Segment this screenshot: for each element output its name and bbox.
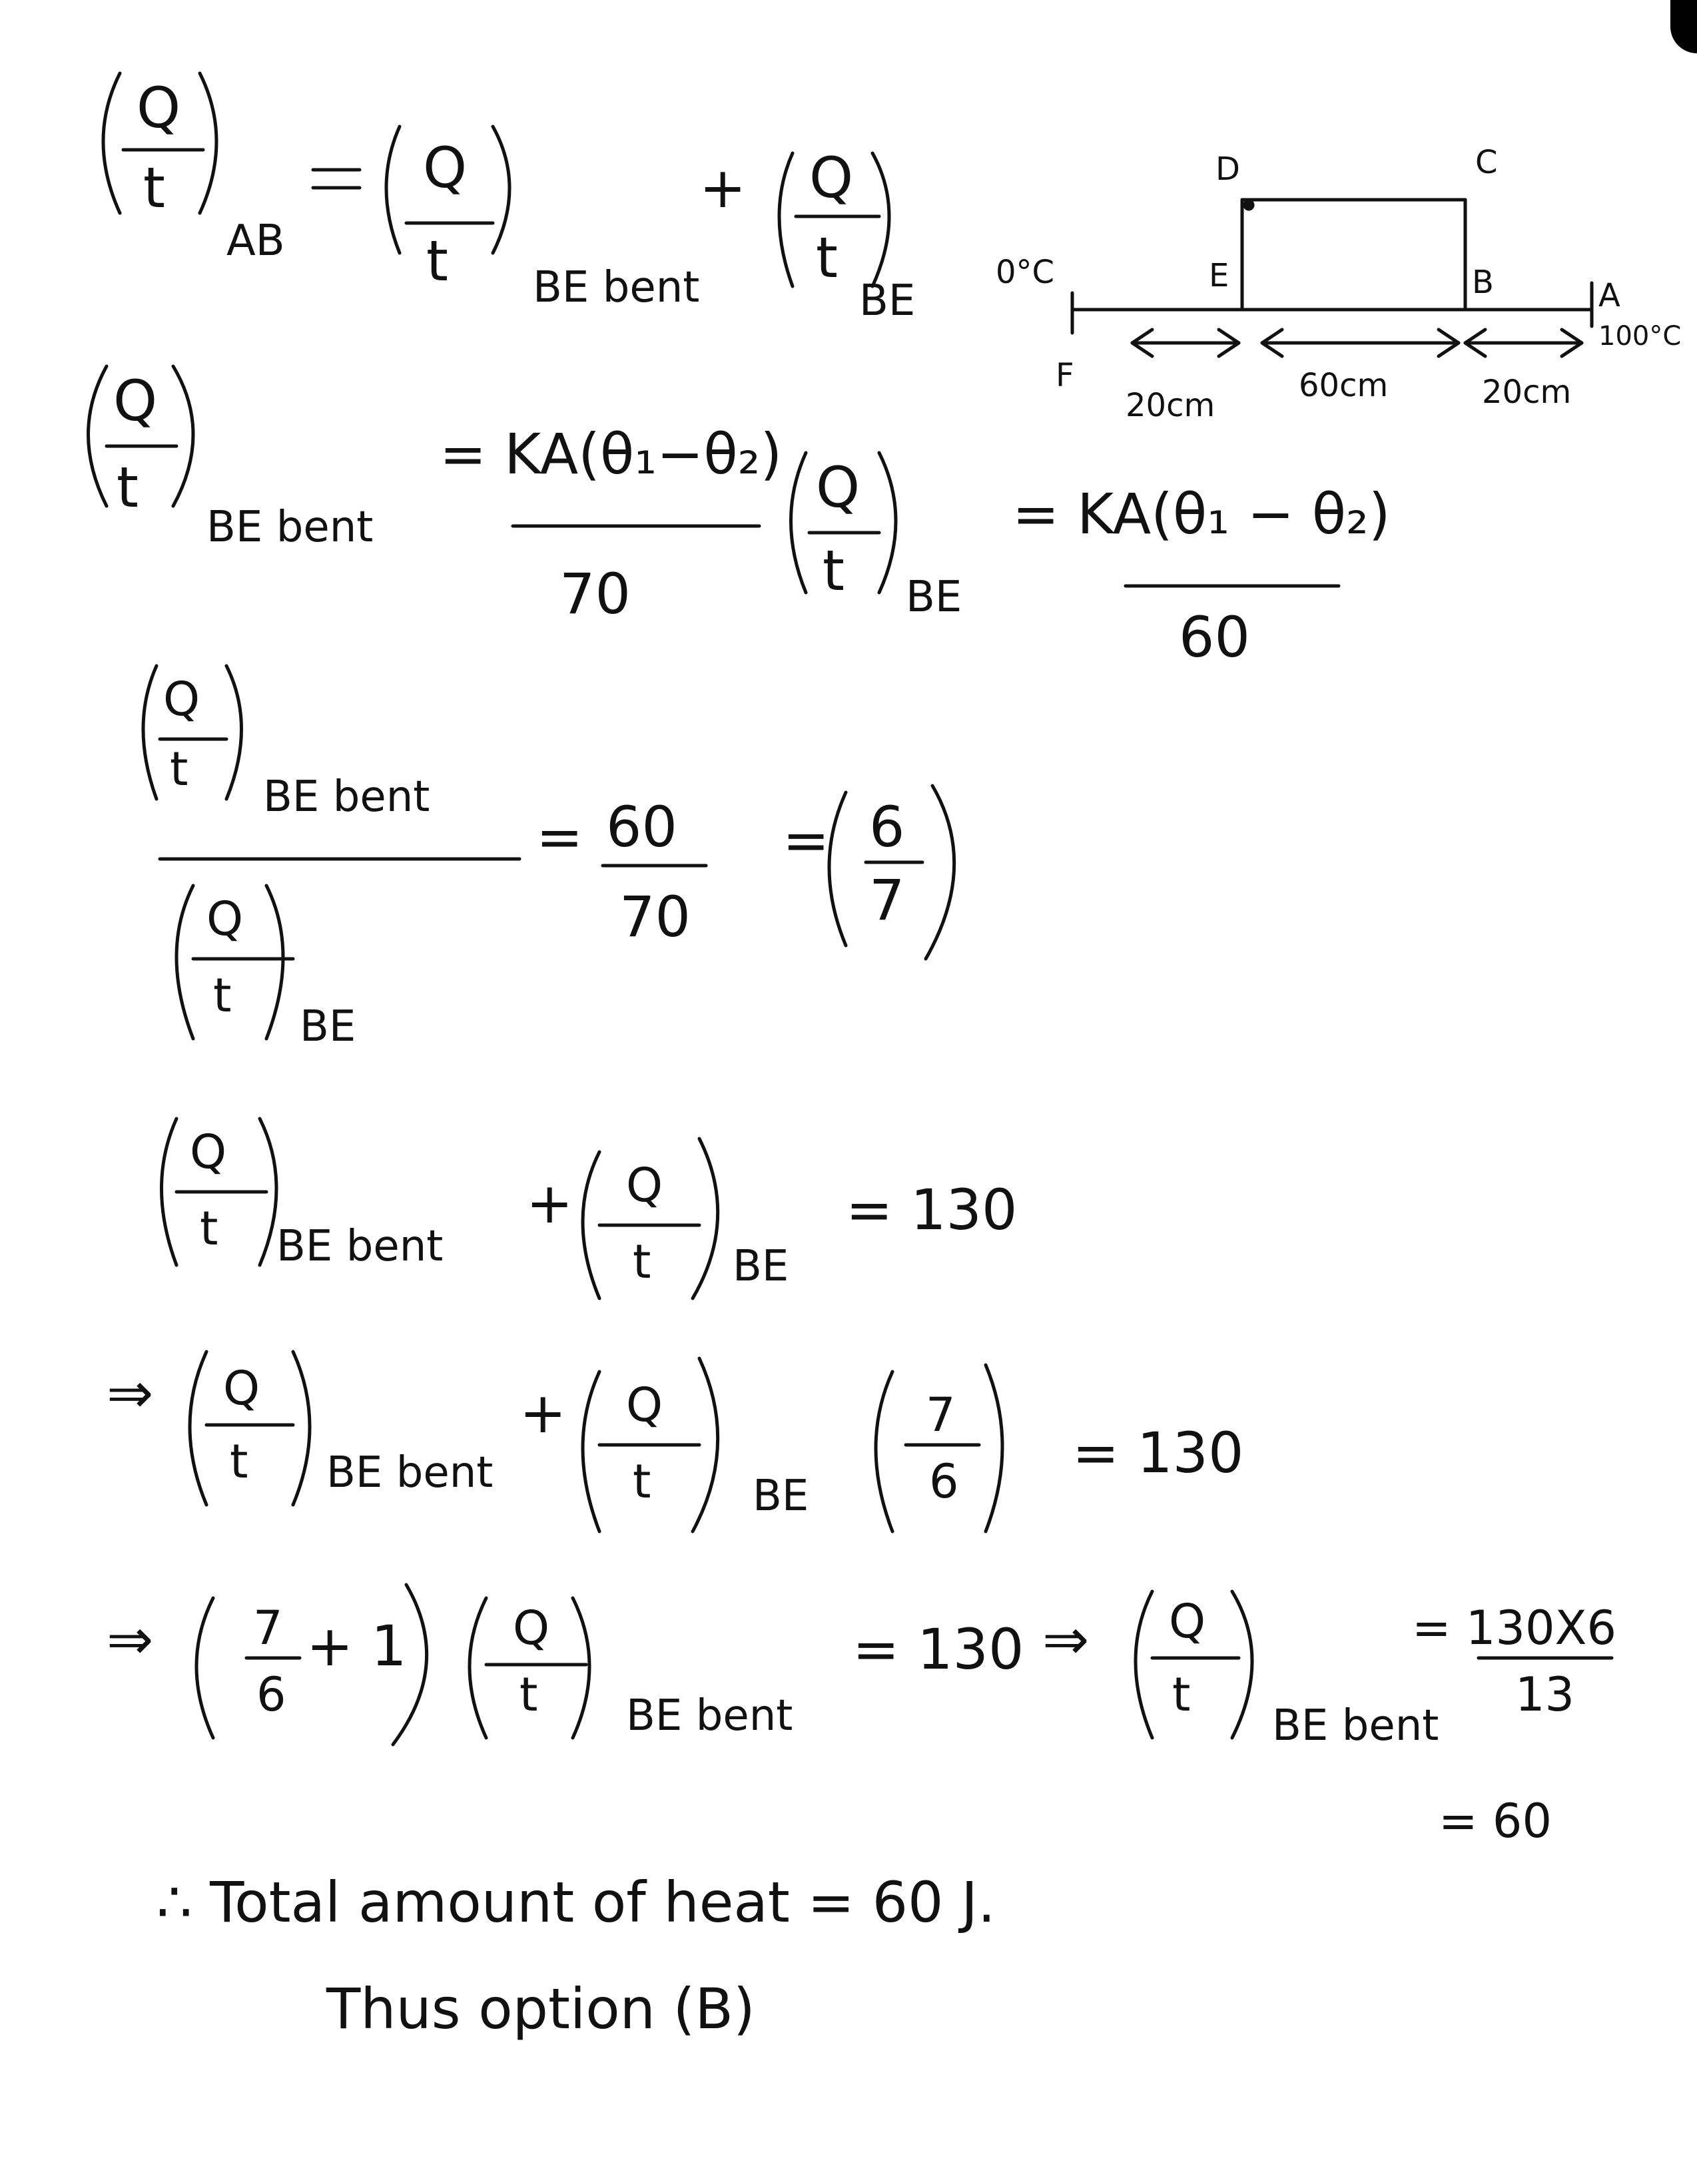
paren-left-1b [386,127,400,253]
paren-left-6b [470,1598,486,1738]
plus-sign: + [699,155,747,220]
ratio-denominator: 70 [619,884,691,950]
paren-right-4b [693,1139,718,1298]
rod-diagram [1072,200,1592,356]
q-symbol: Q [206,892,244,946]
paren-right-6c [1232,1591,1252,1738]
label-length-eb: 60cm [1299,367,1389,404]
t-symbol: t [117,455,139,520]
length-bent: 70 [559,561,631,627]
label-C: C [1475,144,1498,181]
t-symbol: t [170,742,188,796]
t-symbol: t [143,155,165,220]
q-symbol: Q [816,455,860,520]
paren-left-6c [1136,1591,1152,1738]
rod-corner-dot [1245,201,1253,209]
label-F: F [1056,357,1074,394]
label-length-fe: 20cm [1126,387,1215,424]
subscript-be-bent: BE bent [533,263,700,312]
paren-right-6b [573,1598,589,1738]
t-symbol: t [823,538,845,603]
paren-right-5c [986,1365,1002,1531]
subscript-be-bent: BE bent [206,503,374,552]
equals-sign: = [536,804,583,870]
paren-right-2c [879,453,896,593]
line5-rhs: = 130 [1072,1420,1244,1486]
paren-left-6a [196,1598,213,1738]
line5-fraction-denominator: 6 [929,1454,959,1509]
label-E: E [1209,257,1229,294]
t-symbol: t [816,225,838,290]
paren-left-2a [89,366,107,506]
subscript-be-bent: BE bent [326,1448,494,1498]
paren-right-1b [493,127,509,253]
implies-arrow: ⇒ [107,1607,154,1672]
line6-fraction-numerator: 7 [253,1601,283,1655]
t-symbol: t [1172,1667,1191,1722]
q-symbol: Q [626,1158,663,1213]
label-left-temperature: 0°C [996,254,1055,291]
paren-left-1a [103,73,120,213]
result-denominator: 13 [1515,1667,1575,1722]
subscript-be-bent: BE bent [626,1691,793,1741]
paren-left-5a [190,1352,206,1505]
q-symbol: Q [1169,1594,1206,1649]
line6-fraction-denominator: 6 [256,1667,286,1722]
q-symbol: Q [190,1125,227,1179]
subscript-be-bent: BE bent [276,1222,444,1271]
paren-left-3d [829,792,846,946]
label-D: D [1215,150,1240,188]
line6-plus-one: + 1 [306,1613,407,1679]
paren-right-3d [926,786,954,959]
length-be: 60 [1179,605,1250,670]
t-symbol: t [633,1454,651,1509]
paren-right-2a [173,366,193,506]
q-symbol: Q [137,75,181,140]
paren-left-4b [583,1152,599,1298]
subscript-be: BE [733,1242,789,1291]
paren-right-3b [266,886,283,1039]
q-symbol: Q [513,1601,550,1655]
paren-left-3a [143,666,157,799]
t-symbol: t [230,1434,248,1489]
subscript-be: BE [906,573,962,622]
result-numerator: = 130X6 [1412,1601,1617,1655]
q-symbol: Q [423,135,468,200]
paren-left-1c [779,153,793,286]
line4-rhs: = 130 [846,1177,1018,1242]
simplified-numerator: 6 [869,794,905,860]
paren-right-1c [872,153,889,286]
paren-right-1a [200,73,216,213]
plus-sign: + [519,1380,567,1446]
subscript-be-bent: BE bent [1272,1701,1439,1751]
q-symbol: Q [626,1378,663,1432]
paren-left-5b [583,1372,599,1531]
subscript-be-bent: BE bent [263,772,430,822]
subscript-be: BE [753,1472,809,1521]
label-right-temperature: 100°C [1598,321,1682,352]
label-B: B [1472,264,1494,301]
t-symbol: t [426,228,448,294]
q-symbol: Q [163,672,200,726]
line6-rhs-mid: = 130 [852,1617,1024,1682]
paren-left-5c [876,1372,892,1531]
t-symbol: t [633,1234,651,1289]
conduction-numerator-bent: = KA(θ₁−θ₂) [440,421,783,487]
t-symbol: t [200,1201,218,1256]
label-length-ba: 20cm [1482,374,1572,411]
simplified-denominator: 7 [869,868,905,933]
paren-right-3a [226,666,242,799]
implies-arrow: ⇒ [107,1360,154,1426]
paren-left-3b [176,886,193,1039]
t-symbol: t [213,968,232,1023]
q-symbol: Q [113,368,158,433]
q-symbol: Q [809,145,854,210]
q-symbol: Q [223,1361,260,1416]
conduction-numerator-be: = KA(θ₁ − θ₂) [1012,481,1391,547]
equals-sign: = [783,808,830,873]
paren-right-5a [293,1352,310,1505]
label-A: A [1598,277,1620,314]
subscript-be: BE [859,276,916,326]
final-value: = 60 [1439,1794,1552,1848]
implies-arrow: ⇒ [1042,1607,1090,1672]
line5-fraction-numerator: 7 [926,1388,956,1442]
paren-left-2c [791,453,807,593]
conclusion-line-2: Thus option (B) [326,1976,755,2042]
subscript-be: BE [300,1002,356,1051]
plus-sign: + [526,1171,573,1236]
t-symbol: t [519,1667,538,1722]
ratio-numerator: 60 [606,794,677,860]
subscript-ab: AB [226,216,285,266]
conclusion-line-1: ∴ Total amount of heat = 60 J. [157,1870,996,1935]
paren-left-4a [162,1119,177,1265]
